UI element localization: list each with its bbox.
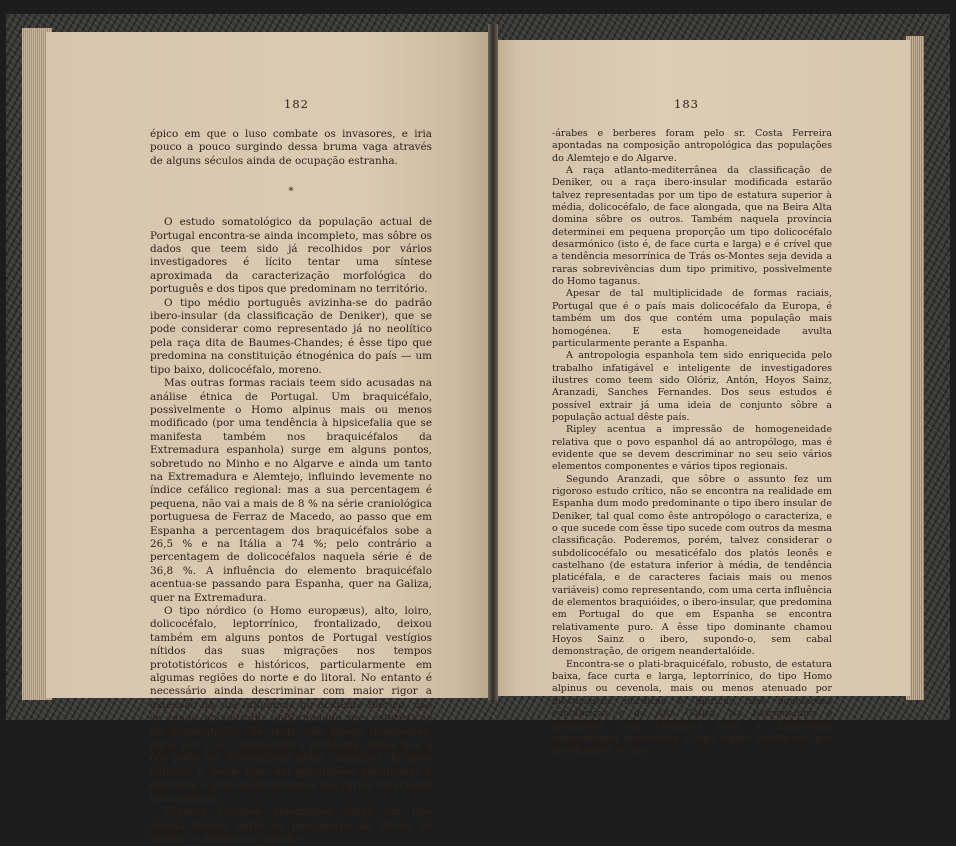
paragraph: O tipo nórdico (o Homo europæus), alto, loiro, dolicocéfalo, leptorrínico, frontalizado, deixou também em alguns pontos de Portugal vestígios nítidos das suas migrações nos tempos prototistóricos e históricos, particularmente em algumas regiões do norte e do litoral. No entanto é necessário ainda descriminar com maior rigor a extensão da sua influência no ocidente ibérico, não se tendo encontrado uniformidade nas estatísticas de pigmentação, de resto são talvez impotentes, para, por si só, resolverem o problema, desde que a côr pode ser influenciada pelas condições do meio exterior e desde que, em populações mestiçadas é diferente o grau de dominância dos vários caracteres taxonómicos. bbox=[150, 605, 432, 805]
paragraph: Fonseca Cardoso determinou ainda um tipo semita fenício entre os pescadores da Póvoa de Varzim, e influências semito- bbox=[150, 806, 432, 845]
paragraph: Ripley acentua a impressão de homogeneidade relativa que o povo espanhol dá ao antropólogo, mas é evidente que se devem descriminar no seu seio vários elementos componentes e vários tipos regionais. bbox=[552, 424, 832, 473]
right-text-column bbox=[552, 128, 832, 758]
book-gutter bbox=[488, 24, 498, 700]
paragraph: A antropologia espanhola tem sido enriquecida pelo trabalho infatigável e inteligente de investigadores ilustres como teem sido Olóriz, Antón, Hoyos Sainz, Aranzadi, Sanches Fernandes. Dos seus estudos é possível extrair já uma ideia de conjunto sôbre a população actual dêste país. bbox=[552, 350, 832, 423]
paragraph: Mas outras formas raciais teem sido acusadas na análise étnica de Portugal. Um braquicéfalo, possìvelmente o Homo alpinus mais ou menos modificado (por uma tendência à hipsicefalia que se manifesta também nos braquicéfalos da Extremadura espanhola) surge em alguns pontos, sobretudo no Minho e no Algarve e ainda um tanto na Extremadura e Alemtejo, influindo levemente no índice cefálico regional: mas a sua percentagem é pequena, não vai a mais de 8 % na série craniológica portuguesa de Ferraz de Macedo, ao passo que em Espanha a percentagem dos braquicéfalos sobe a 26,5 % e na Itália a 74 %; pelo contrário a percentagem de dolicocéfalos naquela série é de 36,8 %. A influência do elemento braquicéfalo acentua-se passando para Espanha, quer na Galiza, quer na Extremadura. bbox=[150, 377, 432, 604]
section-ornament: * bbox=[288, 186, 294, 198]
paragraph: épico em que o luso combate os invasores, e iria pouco a pouco surgindo dessa bruma vaga através de alguns séculos ainda de ocupação estranha. bbox=[150, 128, 432, 167]
left-text-column bbox=[150, 128, 432, 846]
paragraph: Apesar de tal multiplicidade de formas raciais, Portugal que é o país mais dolicocéfalo da Europa, é também um dos que contém uma população mais homogénea. E esta homogeneidade avulta particularmente perante a Espanha. bbox=[552, 288, 832, 349]
page-number-right: 183 bbox=[674, 97, 699, 111]
paragraph: O tipo médio português avizinha-se do padrão ibero-insular (da classificação de Deniker), que se pode considerar como representado já no neolítico pela raça dita de Baumes-Chandes; é êsse tipo que predomina na constituição étnogénica do país — um tipo baixo, dolicocéfalo, moreno. bbox=[150, 296, 432, 376]
paragraph: -árabes e berberes foram pelo sr. Costa Ferreira apontadas na composição antropológica das populações do Alemtejo e do Algarve. bbox=[552, 128, 832, 164]
paragraph: O estudo somatológico da população actual de Portugal encontra-se ainda incompleto, mas sôbre os dados que teem sido já recolhidos por vários investigadores é lícito tentar uma síntese aproximada da caracterização morfológica do português e dos tipos que predominam no território. bbox=[150, 216, 432, 296]
page-number-left: 182 bbox=[284, 97, 309, 111]
paragraph: Encontra-se o plati-braquicéfalo, robusto, de estatura baixa, face curta e larga, leptorrínico, do tipo Homo alpinus ou cevenola, mais ou menos atenuado por mestiçagens nórdicas e ibéricas, nas populações cantábricas e da Alta Galiza. Na Extremadura o braquióide com tendência para a hipsicefalia representaria porventura o tipo alpino modificado por mestiçagem, ou um bbox=[552, 658, 832, 757]
paragraph: A raça atlanto-mediterrânea da classificação de Deniker, ou a raça ibero-insular modificada estarão talvez representadas por um tipo de estatura superior à média, dolicocéfalo, de face alongada, que na Beira Alta domina sôbre os outros. Também naquela província determinei em pequena proporção um tipo dolicocéfalo desarmónico (isto é, de face curta e larga) e é crível que a tendência mesorrínica de Trás os-Montes seja devida a raras sobrevivências dum tipo primitivo, possìvelmente do Homo taganus. bbox=[552, 165, 832, 288]
paragraph: Segundo Aranzadi, que sôbre o assunto fez um rigoroso estudo crítico, não se encontra na realidade em Espanha dum modo predominante o tipo ibero insular de Deniker, tal qual como êste antropólogo o caracteriza, e o que sucede com êsse tipo sucede com outros da mesma classificação. Poderemos, porém, talvez considerar o subdolicocéfalo ou mesaticéfalo dos platós leonês e castelhano (de estatura inferior à média, de tendência platicéfala, e de caracteres faciais mais ou menos variáveis) como representando, com uma certa influência de elementos braquióides, o ibero-insular, que predomina em Portugal do que em Espanha se encontra relativamente puro. A êsse tipo dominante chamou Hoyos Sainz o ibero, supondo-o, sem cabal demonstração, de origem neandertalóide. bbox=[552, 473, 832, 658]
ink-mark bbox=[141, 700, 144, 703]
